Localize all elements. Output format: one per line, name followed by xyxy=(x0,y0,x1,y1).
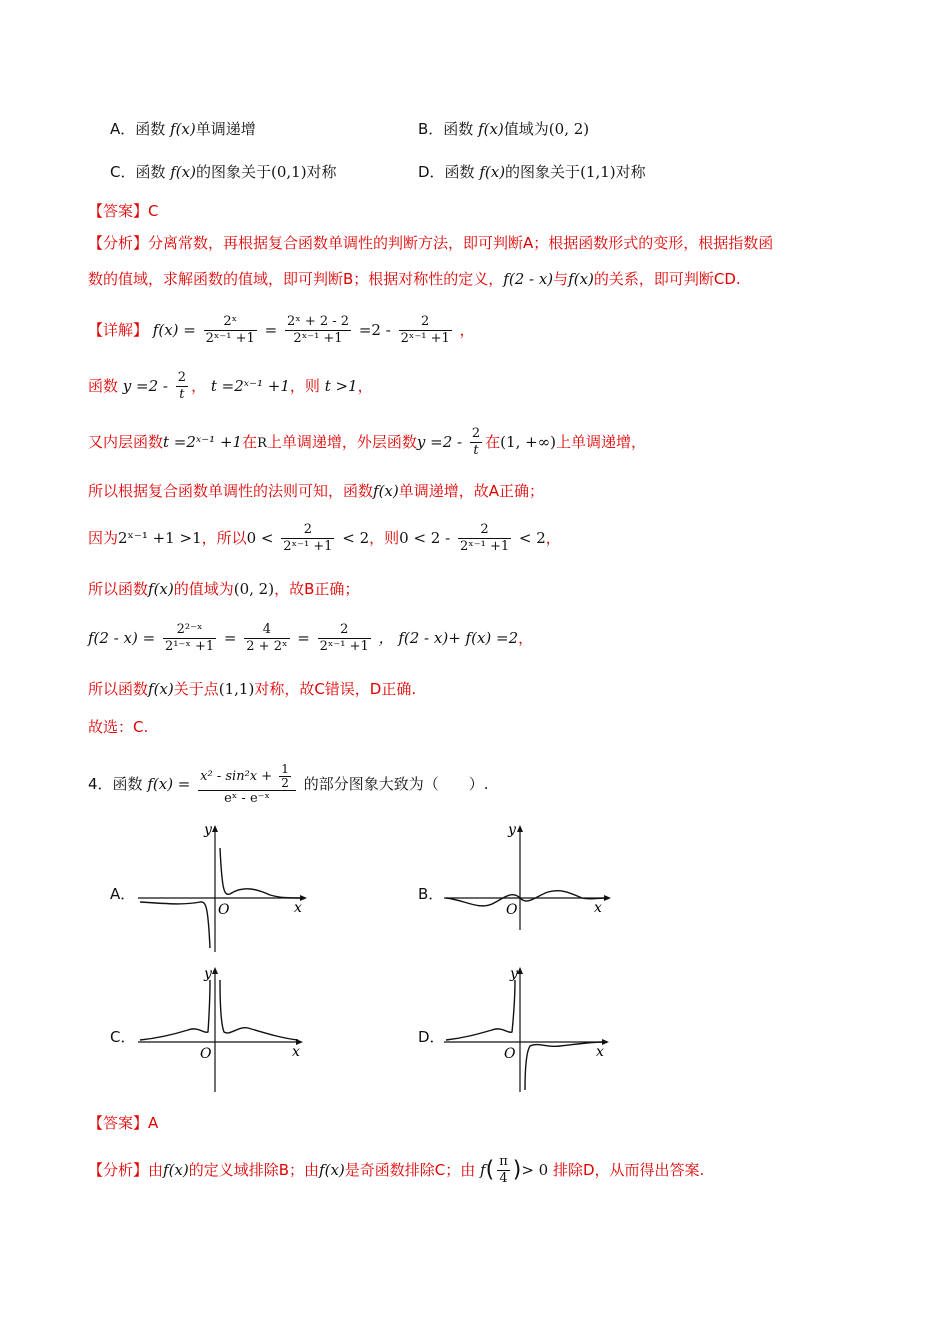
x-label: x xyxy=(596,1044,604,1060)
graph-c xyxy=(130,962,310,1096)
y-label: y xyxy=(508,822,516,838)
origin-label: O xyxy=(506,902,518,918)
detail-row-7: f(2 - x) = $\frac{\text{2²⁻ˣ}}{\text{2¹⁻ˣ +1}}$ = $\frac{4}{\text{2 + 2ˣ}}$ = $\frac{2}{\text{2ˣ⁻¹ +1}}$ ， f(2 - x)+ f(x) =2， xyxy=(88,622,534,654)
graph-d-label: D． xyxy=(418,1028,445,1046)
y-label: y xyxy=(204,966,212,982)
fraction: $\frac{\text{2²⁻ˣ}}{\text{2¹⁻ˣ +1}}$ xyxy=(164,622,215,654)
question-4: 4．函数 f(x) = x² - sin²x + $\frac{1}{2}$ eˣ - e⁻ˣ 的部分图象大致为（ ）. xyxy=(88,761,489,806)
y-label: y xyxy=(510,966,518,982)
detail-row-6: 所以函数f(x)的值域为(0, 2)，故B正确； xyxy=(88,580,360,598)
fraction: $\frac{2}{\text{2ˣ⁻¹ +1}}$ xyxy=(459,522,510,554)
answer-2: 【答案】A xyxy=(88,1114,159,1132)
fraction: $\frac{4}{\text{2 + 2ˣ}}$ xyxy=(246,622,288,654)
detail-row-8: 所以函数f(x)关于点(1,1)对称，故C错误，D正确. xyxy=(88,680,417,698)
fraction: x² - sin²x + $\frac{1}{2}$ eˣ - e⁻ˣ xyxy=(198,763,296,807)
fraction: $\frac{2}{\text{2ˣ⁻¹ +1}}$ xyxy=(319,622,369,654)
detail-row-9: 故选：C. xyxy=(88,718,149,736)
curve-left xyxy=(140,902,210,948)
analysis-1-line-2: 数的值域，求解函数的值域，即可判断B；根据对称性的定义，f(2 - x)与f(x)的关系，即可判断CD. xyxy=(88,270,741,288)
analysis-1-line-1: 【分析】分离常数，再根据复合函数单调性的判断方法，即可判断A；根据函数形式的变形，根据指数函 xyxy=(88,234,774,252)
graph-b xyxy=(440,818,620,958)
fraction: $\frac{\text{2ˣ + 2 - 2}}{\text{2ˣ⁻¹ +1}}$ xyxy=(286,314,350,346)
curve-right xyxy=(525,1042,604,1090)
curve-left xyxy=(446,980,515,1040)
fraction: $\frac{2}{t}$ xyxy=(177,370,187,402)
detail-row-2: 函数 y =2 - $\frac{2}{t}$ ， t =2ˣ⁻¹ +1，则 t >1， xyxy=(88,370,373,402)
curve-right xyxy=(220,848,302,898)
y-axis-arrow-icon xyxy=(517,825,523,832)
fraction: $\frac{1}{2}$ xyxy=(281,761,289,790)
y-axis-arrow-icon xyxy=(212,825,218,832)
fraction: $\frac{2}{\text{2ˣ⁻¹ +1}}$ xyxy=(400,314,450,346)
graph-a xyxy=(130,818,310,958)
x-label: x xyxy=(294,900,302,916)
graph-c-label: C． xyxy=(110,1028,136,1046)
origin-label: O xyxy=(218,902,230,918)
y-label: y xyxy=(204,822,212,838)
origin-label: O xyxy=(504,1046,516,1062)
detail-row-4: 所以根据复合函数单调性的法则可知，函数f(x)单调递增，故A正确； xyxy=(88,482,544,500)
curve-right xyxy=(220,980,298,1040)
detail-row-5: 因为2ˣ⁻¹ +1 >1，所以0 < $\frac{2}{\text{2ˣ⁻¹ +1}}$ < 2，则0 < 2 - $\frac{2}{\text{2ˣ⁻¹ +1}}$ < 2， xyxy=(88,522,561,554)
option-b: B．函数 f(x)值域为(0, 2) xyxy=(418,120,590,138)
detail-row-3: 又内层函数t =2ˣ⁻¹ +1在R上单调递增，外层函数y =2 - $\frac{2}{t}$ 在(1, +∞)上单调递增， xyxy=(88,426,647,458)
analysis-2: 【分析】由f(x)的定义域排除B；由f(x)是奇函数排除C；由 f( $\frac{\pi}{4}$ )> 0 排除D，从而得出答案. xyxy=(88,1154,705,1186)
answer-1: 【答案】C xyxy=(88,202,159,220)
curve-left xyxy=(140,980,210,1040)
x-label: x xyxy=(594,900,602,916)
option-a: A．函数 f(x)单调递增 xyxy=(110,120,256,138)
fraction: $\frac{2}{t}$ xyxy=(471,426,481,458)
fraction: $\frac{\pi}{4}$ xyxy=(499,1154,508,1186)
graph-d xyxy=(440,962,620,1096)
y-axis-arrow-icon xyxy=(212,967,218,974)
detail-row-1: 【详解】 f(x) = $\frac{\text{2ˣ}}{\text{2ˣ⁻¹ +1}}$ = $\frac{\text{2ˣ + 2 - 2}}{\text{2ˣ⁻¹ +1}}$ =2 - $\frac{2}{\text{2ˣ⁻¹ +1}}$ ， xyxy=(88,314,475,346)
origin-label: O xyxy=(200,1046,212,1062)
graph-b-label: B． xyxy=(418,885,444,903)
x-label: x xyxy=(292,1044,300,1060)
option-d: D．函数 f(x)的图象关于(1,1)对称 xyxy=(418,163,646,181)
graph-a-label: A． xyxy=(110,885,136,903)
option-c: C．函数 f(x)的图象关于(0,1)对称 xyxy=(110,163,337,181)
fraction: $\frac{2}{\text{2ˣ⁻¹ +1}}$ xyxy=(283,522,333,554)
fraction: $\frac{\text{2ˣ}}{\text{2ˣ⁻¹ +1}}$ xyxy=(205,314,255,346)
